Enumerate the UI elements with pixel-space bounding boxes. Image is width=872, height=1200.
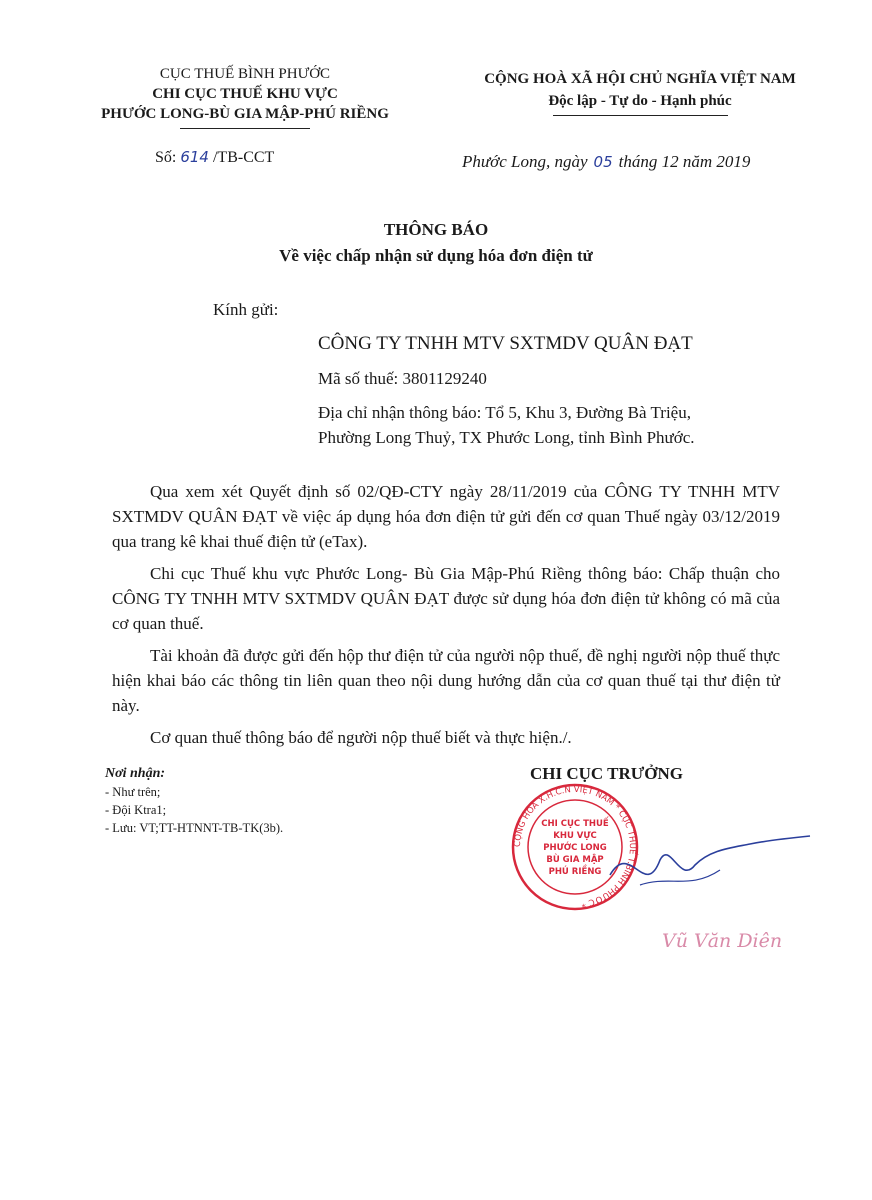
- stamp-center-line: PHƯỚC LONG: [543, 843, 607, 853]
- notice-body: [112, 479, 780, 757]
- document-subtitle: Về việc chấp nhận sử dụng hóa đơn điện tử: [279, 246, 593, 265]
- document-title: THÔNG BÁO: [383, 220, 489, 239]
- recipient-block: [318, 332, 818, 450]
- receiver-item: - Lưu: VT;TT-HTNNT-TB-TK(3b).: [105, 821, 284, 835]
- receiver-item: - Đội Ktra1;: [105, 803, 167, 817]
- stamp-center-line: PHÚ RIỀNG: [548, 867, 602, 877]
- signer-name: Vũ Văn Diên: [662, 930, 783, 952]
- date-suffix: tháng 12 năm 2019: [618, 152, 751, 171]
- recipient-tax-code: Mã số thuế: 3801129240: [318, 369, 487, 388]
- nation-motto: Độc lập - Tự do - Hạnh phúc: [548, 93, 732, 109]
- national-motto-block: [430, 68, 850, 116]
- agency-parent: CỤC THUẾ BÌNH PHƯỚC: [159, 66, 331, 82]
- agency-underline: [180, 128, 310, 129]
- stamp-center-line: CHI CỤC THUẾ: [541, 819, 609, 829]
- recipient-address: [318, 400, 818, 450]
- stamp-ring-text: CỘNG HOÀ X.H.C.N VIỆT NAM * CỤC THUẾ T.BÌNH PHƯỚC *: [512, 784, 638, 909]
- body-paragraph-1: Qua xem xét Quyết định số 02/QĐ-CTY ngày 28/11/2019 của CÔNG TY TNHH MTV SXTMDV QUÂN ĐẠT về việc áp dụng hóa đơn điện tử gửi đến cơ quan Thuế ngày 03/12/2019 qua trang kê khai thuế điện tử (eTax).: [112, 482, 780, 551]
- stamp-center-line: BÙ GIA MẬP: [546, 855, 604, 865]
- document-number: [155, 148, 274, 167]
- stamp-center-line: KHU VỰC: [553, 831, 597, 841]
- body-paragraph-4: Cơ quan thuế thông báo để người nộp thuế biết và thực hiện./.: [150, 728, 572, 747]
- body-paragraph-2: Chi cục Thuế khu vực Phước Long- Bù Gia Mập-Phú Riềng thông báo: Chấp thuận cho CÔNG TY TNHH MTV SXTMDV QUÂN ĐẠT được sử dụng hóa đơn điện tử không có mã của cơ quan thuế.: [112, 564, 780, 633]
- receivers-label: Nơi nhận:: [105, 766, 166, 781]
- date-prefix: Phước Long, ngày: [462, 152, 588, 171]
- issuing-agency-block: [60, 64, 430, 129]
- handwritten-signature: [600, 830, 820, 910]
- motto-underline: [553, 115, 728, 116]
- address-line-2: Phường Long Thuỷ, TX Phước Long, tỉnh Bình Phước.: [318, 428, 695, 447]
- agency-name: CHI CỤC THUẾ KHU VỰC: [152, 86, 338, 102]
- address-line-1: Địa chỉ nhận thông báo: Tổ 5, Khu 3, Đường Bà Triệu,: [318, 403, 691, 422]
- nation-name: CỘNG HOÀ XÃ HỘI CHỦ NGHĨA VIỆT NAM: [484, 71, 796, 87]
- date-line: [462, 152, 750, 172]
- receiver-item: - Như trên;: [105, 785, 161, 799]
- receivers-block: [105, 765, 283, 837]
- date-day-handwritten: 05: [593, 153, 613, 171]
- recipient-company: CÔNG TY TNHH MTV SXTMDV QUÂN ĐẠT: [318, 333, 693, 354]
- doc-number-suffix: /TB-CCT: [212, 149, 275, 166]
- signer-title: CHI CỤC TRƯỞNG: [530, 764, 684, 783]
- body-paragraph-3: Tài khoản đã được gửi đến hộp thư điện tử của người nộp thuế, đề nghị người nộp thuế thực hiện khai báo các thông tin liên quan theo nội dung hướng dẫn của cơ quan thuế tại thư điện tử này.: [112, 646, 780, 715]
- doc-number-prefix: Số:: [155, 149, 177, 166]
- agency-region: PHƯỚC LONG-BÙ GIA MẬP-PHÚ RIỀNG: [101, 106, 389, 122]
- salutation: Kính gửi:: [213, 300, 279, 319]
- doc-number-handwritten: 614: [180, 148, 209, 166]
